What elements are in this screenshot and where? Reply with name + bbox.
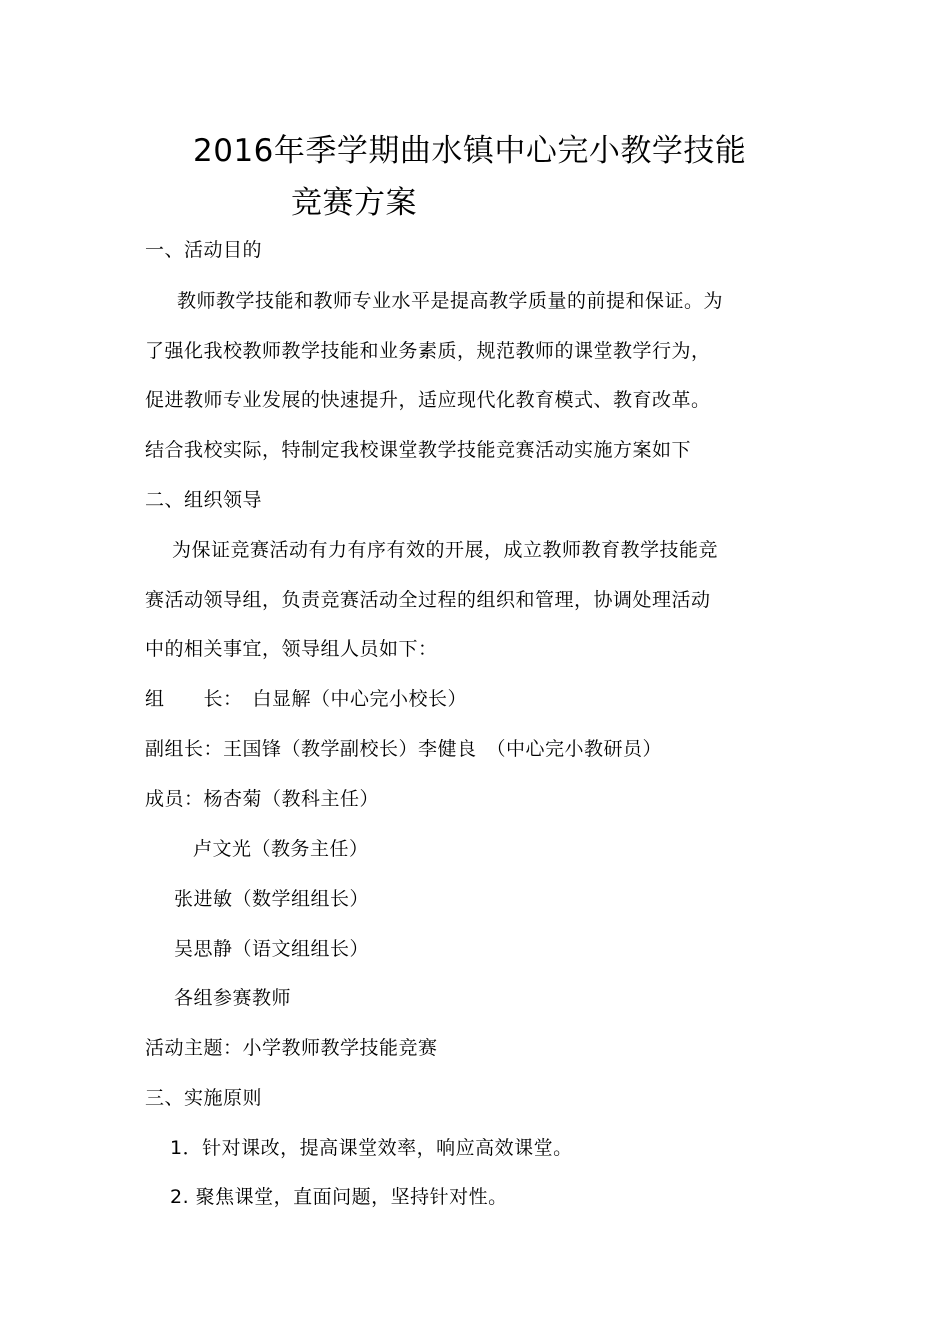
paragraph-line: 促进教师专业发展的快速提升，适应现代化教育模式、教育改革。 [145,389,711,411]
principle-item: 2. 聚焦课堂，直面问题，坚持针对性。 [170,1186,508,1208]
deputy-leader-line: 副组长：王国锋（教学副校长）李健良 （中心完小教研员） [145,738,663,760]
paragraph-line: 了强化我校教师教学技能和业务素质，规范教师的课堂教学行为， [145,340,711,362]
activity-theme-line: 活动主题：小学教师教学技能竞赛 [145,1037,438,1059]
member-line: 各组参赛教师 [174,987,292,1009]
document-title-line-2: 竞赛方案 [291,185,417,221]
members-line: 成员：杨杏菊（教科主任） [145,788,380,810]
principle-item: 1．针对课改，提高课堂效率，响应高效课堂。 [170,1137,573,1159]
document-title-line-1: 2016年季学期曲水镇中心完小教学技能 [193,133,747,169]
section-heading-leadership: 二、组织领导 [145,489,263,511]
paragraph-line: 教师教学技能和教师专业水平是提高教学质量的前提和保证。为 [177,290,724,312]
paragraph-line: 赛活动领导组，负责竞赛活动全过程的组织和管理，协调处理活动 [145,589,711,611]
section-heading-purpose: 一、活动目的 [145,239,263,261]
paragraph-line: 中的相关事宜，领导组人员如下： [145,638,438,660]
member-line: 卢文光（教务主任） [193,838,369,860]
paragraph-line: 为保证竞赛活动有力有序有效的开展，成立教师教育教学技能竞 [172,539,719,561]
member-line: 吴思静（语文组组长） [174,938,370,960]
member-line: 张进敏（数学组组长） [174,888,370,910]
paragraph-line: 结合我校实际，特制定我校课堂教学技能竞赛活动实施方案如下 [145,439,692,461]
section-heading-principles: 三、实施原则 [145,1087,263,1109]
leader-line: 组 长： 白显解（中心完小校长） [145,688,468,710]
